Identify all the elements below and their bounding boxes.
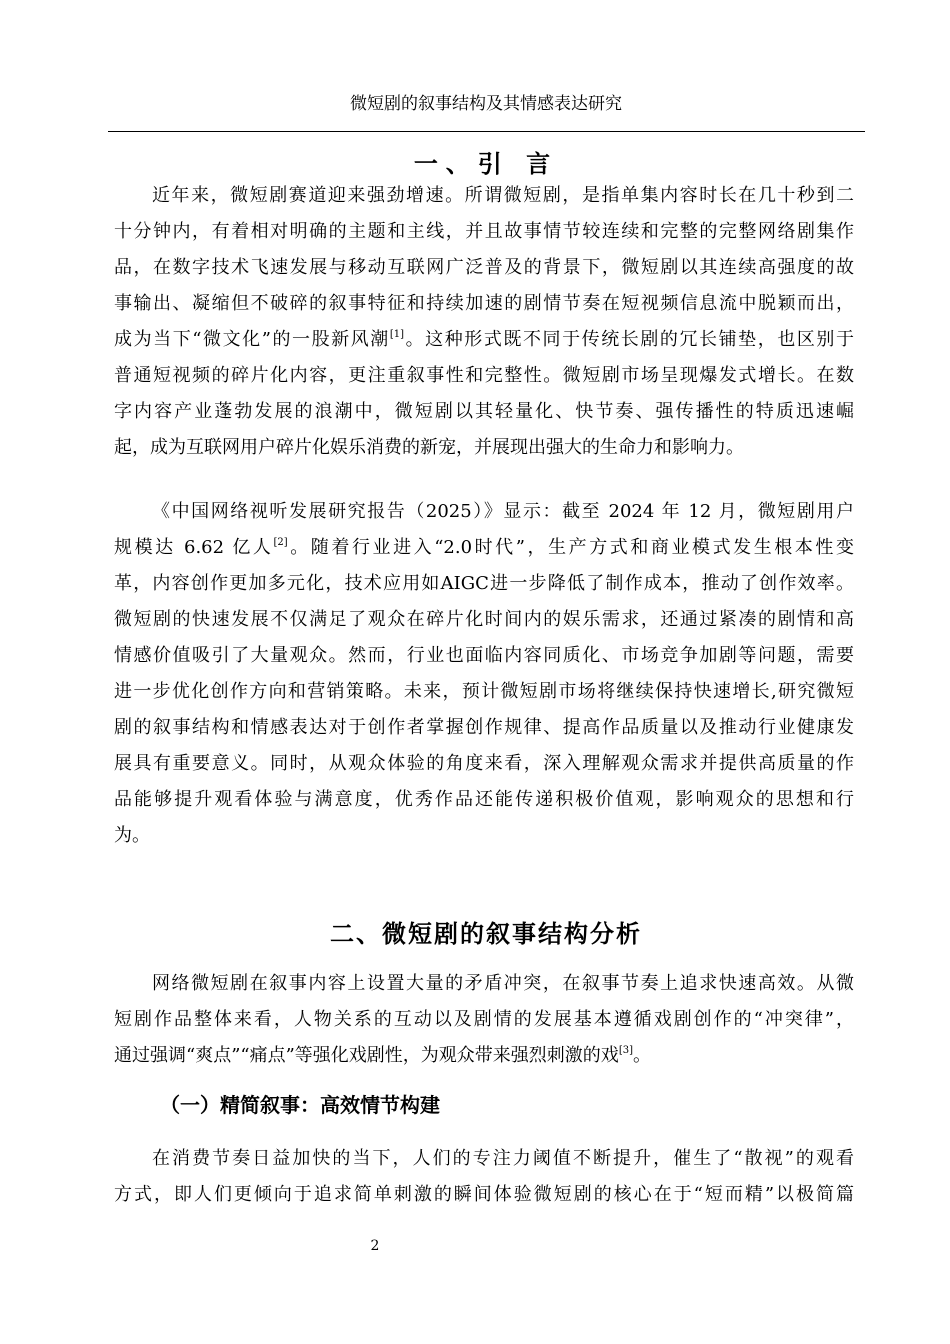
text-line: 事输出、凝缩但不破碎的叙事特征和持续加速的剧情节奏在短视频信息流中脱颖而出， bbox=[114, 293, 854, 314]
text-line: 《中国网络视听发展研究报告（2025）》显示：截至 2024 年 12 月，微短剧用户 bbox=[152, 501, 854, 522]
text-line bbox=[114, 322, 854, 358]
text-line: 起，成为互联网用户碎片化娱乐消费的新宠，并展现出强大的生命力和影响力。 bbox=[114, 437, 744, 458]
section-heading-narrative-structure: 二、微短剧的叙事结构分析 bbox=[330, 920, 642, 948]
text-line bbox=[114, 1038, 854, 1074]
text-line: 为。 bbox=[114, 825, 150, 846]
text-fragment: 规模达 6.62 亿人 bbox=[114, 537, 274, 558]
text-fragment: 。 bbox=[632, 1045, 651, 1066]
text-line: 十分钟内，有着相对明确的主题和主线，并且故事情节较连续和完整的完整网络剧集作 bbox=[114, 221, 854, 242]
citation-2[interactable]: [2] bbox=[273, 537, 288, 548]
text-line: 情感价值吸引了大量观众。然而，行业也面临内容同质化、市场竞争加剧等问题，需要 bbox=[114, 645, 854, 666]
citation-1[interactable]: [1] bbox=[389, 329, 405, 340]
text-line: 普通短视频的碎片化内容，更注重叙事性和完整性。微短剧市场呈现爆发式增长。在数 bbox=[114, 365, 854, 386]
text-line: 进一步优化创作方向和营销策略。未来，预计微短剧市场将继续保持快速增长,研究微短 bbox=[114, 681, 854, 702]
text-line: 品，在数字技术飞速发展与移动互联网广泛普及的背景下，微短剧以其连续高强度的故 bbox=[114, 257, 854, 278]
paragraph-intro-1 bbox=[114, 178, 854, 466]
paragraph-section2-1 bbox=[114, 966, 854, 1074]
page-number: 2 bbox=[370, 1238, 380, 1254]
text-line: 革，内容创作更加多元化，技术应用如AIGC进一步降低了制作成本，推动了创作效率。 bbox=[114, 573, 854, 594]
text-line: 剧的叙事结构和情感表达对于创作者掌握创作规律、提高作品质量以及推动行业健康发 bbox=[114, 717, 854, 738]
subsection-heading: （一）精简叙事：高效情节构建 bbox=[160, 1093, 440, 1117]
text-line: 展具有重要意义。同时，从观众体验的角度来看，深入理解观众需求并提供高质量的作 bbox=[114, 753, 854, 774]
text-fragment: 。随着行业进入“2.0时代”，生产方式和商业模式发生根本性变 bbox=[287, 537, 854, 558]
text-fragment: 成为当下“微文化”的一股新风潮 bbox=[114, 329, 390, 350]
text-line bbox=[114, 530, 854, 566]
running-header: 微短剧的叙事结构及其情感表达研究 bbox=[350, 94, 622, 114]
text-fragment: 通过强调“爽点”“痛点”等强化戏剧性，为观众带来强烈刺激的戏 bbox=[114, 1045, 619, 1066]
text-line: 网络微短剧在叙事内容上设置大量的矛盾冲突，在叙事节奏上追求快速高效。从微 bbox=[152, 973, 854, 994]
text-line: 近年来，微短剧赛道迎来强劲增速。所谓微短剧，是指单集内容时长在几十秒到二 bbox=[152, 185, 854, 206]
paragraph-intro-2 bbox=[114, 494, 854, 854]
section-heading-introduction: 一、引 言 bbox=[413, 150, 559, 178]
paragraph-section2-2 bbox=[114, 1141, 854, 1213]
text-line: 在消费节奏日益加快的当下，人们的专注力阈值不断提升，催生了“散视”的观看 bbox=[152, 1148, 854, 1169]
text-line: 方式，即人们更倾向于追求简单刺激的瞬间体验微短剧的核心在于“短而精”以极简篇 bbox=[114, 1184, 854, 1205]
citation-3[interactable]: [3] bbox=[618, 1045, 633, 1056]
text-line: 品能够提升观看体验与满意度，优秀作品还能传递积极价值观，影响观众的思想和行 bbox=[114, 789, 854, 810]
text-line: 短剧作品整体来看，人物关系的互动以及剧情的发展基本遵循戏剧创作的“冲突律”， bbox=[114, 1009, 854, 1030]
header-rule bbox=[108, 131, 865, 132]
text-fragment: 。这种形式既不同于传统长剧的冗长铺垫，也区别于 bbox=[404, 329, 854, 350]
text-line: 字内容产业蓬勃发展的浪潮中，微短剧以其轻量化、快节奏、强传播性的特质迅速崛 bbox=[114, 401, 854, 422]
text-line: 微短剧的快速发展不仅满足了观众在碎片化时间内的娱乐需求，还通过紧凑的剧情和高 bbox=[114, 609, 854, 630]
